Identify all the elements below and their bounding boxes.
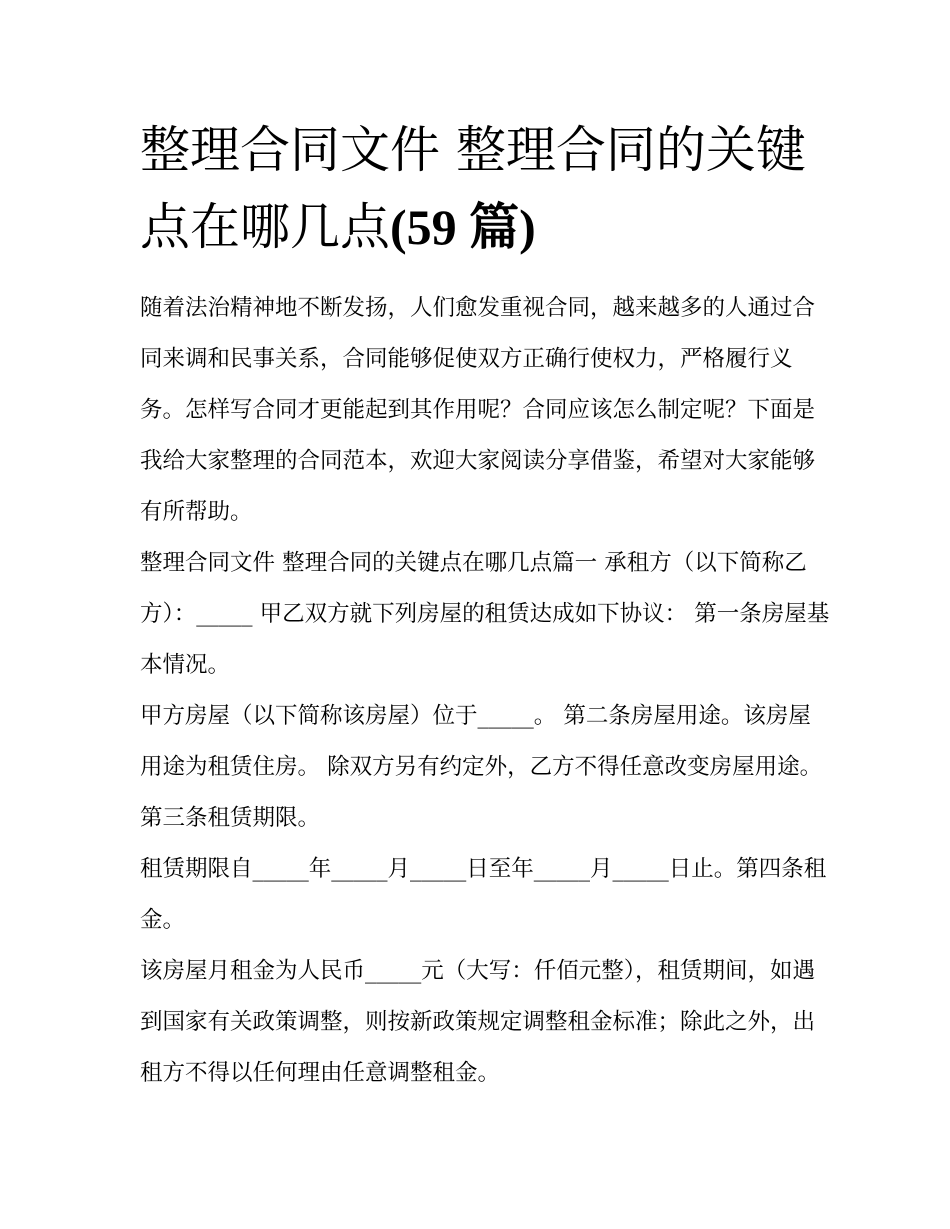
lease-term-paragraph: 租赁期限自_____年_____月_____日至年_____月_____日止。第四条租金。 — [140, 856, 827, 933]
document-title-suffix: (59 篇) — [390, 199, 536, 255]
document-title — [140, 112, 830, 266]
contract-heading-paragraph: 整理合同文件 整理合同的关键点在哪几点篇一 承租方（以下简称乙方）：_____ 甲乙双方就下列房屋的租赁达成如下协议： 第一条房屋基本情况。 — [140, 550, 830, 678]
intro-paragraph: 随着法治精神地不断发扬，人们愈发重视合同，越来越多的人通过合同来调和民事关系，合同能够促使双方正确行使权力，严格履行义务。怎样写合同才更能起到其作用呢？合同应该怎么制定呢？下面是我给大家整理的合同范本，欢迎大家阅读分享借鉴，希望对大家能够有所帮助。 — [140, 295, 816, 525]
property-usage-paragraph: 甲方房屋（以下简称该房屋）位于_____。 第二条房屋用途。该房屋用途为租赁住房。 除双方另有约定外，乙方不得任意改变房屋用途。 第三条租赁期限。 — [140, 703, 823, 831]
rent-paragraph: 该房屋月租金为人民币_____元（大写：仟佰元整），租赁期间，如遇到国家有关政策调整，则按新政策规定调整租金标准；除此之外，出租方不得以任何理由任意调整租金。 — [140, 958, 816, 1086]
document-body — [140, 283, 830, 1099]
document-title-main: 整理合同文件 整理合同的关键点在哪几点 — [140, 121, 806, 256]
